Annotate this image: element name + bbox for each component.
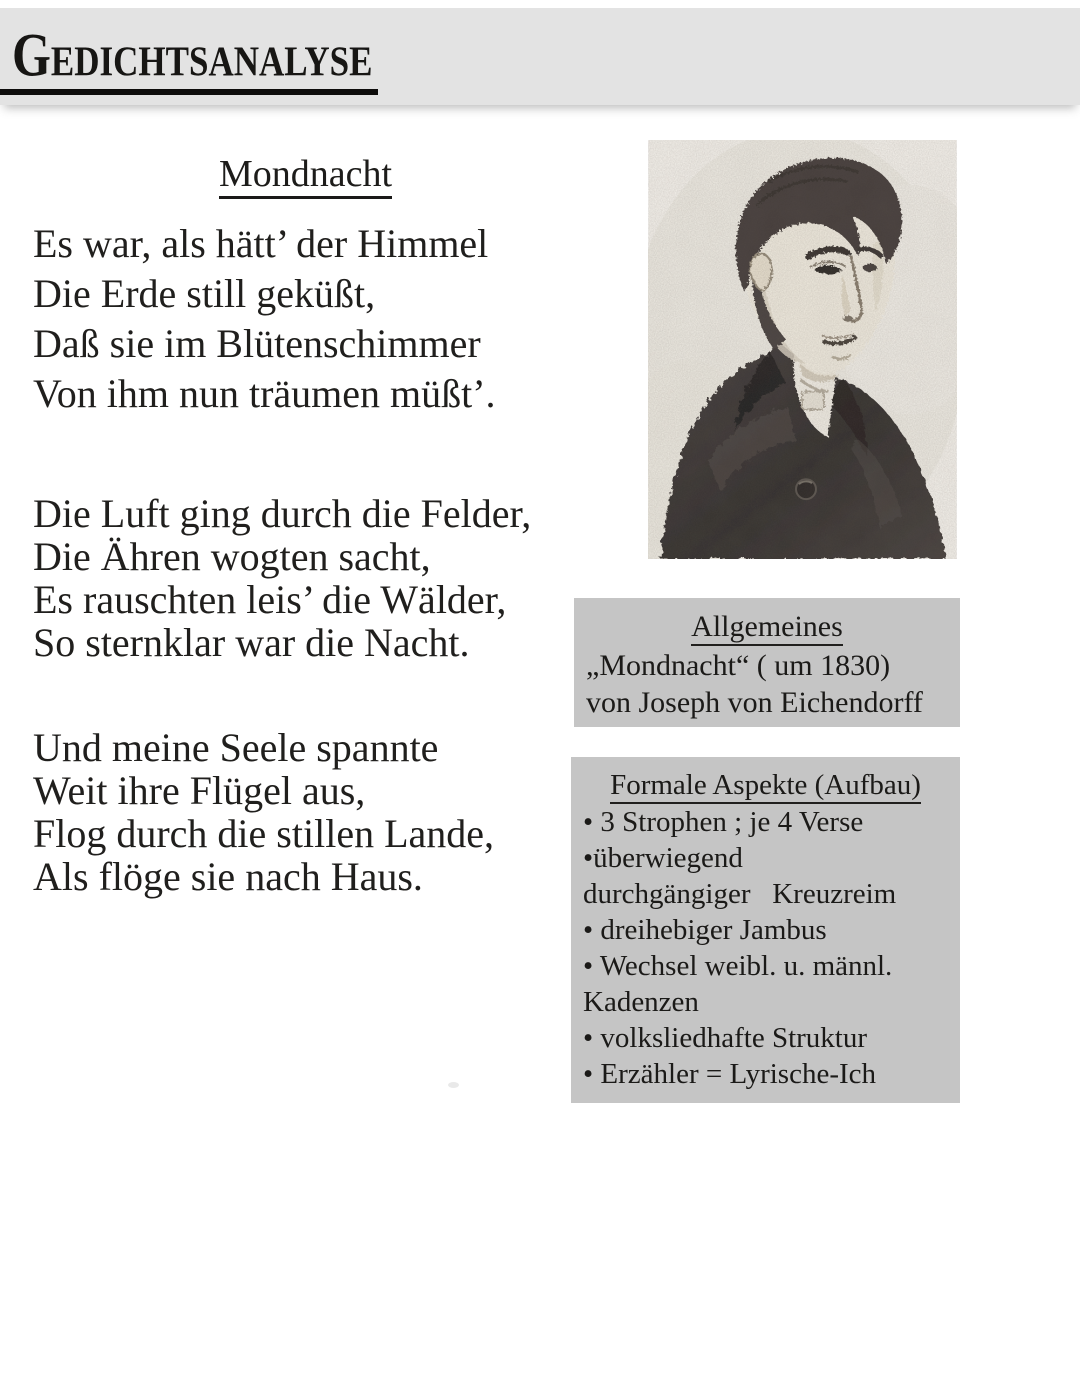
formale-aspekte-box (571, 757, 960, 1103)
poem-title (33, 152, 578, 196)
box-line: • 3 Strophen ; je 4 Verse (583, 806, 864, 838)
box-line: • Wechsel weibl. u. männl. (583, 950, 893, 982)
formale-box-title (583, 766, 948, 804)
formale-title-text: Formale Aspekte (Aufbau) (610, 769, 921, 804)
box-line: Kadenzen (583, 986, 699, 1018)
header-bar (0, 8, 1080, 105)
allgemeines-title-text: Allgemeines (691, 610, 843, 646)
poem-line: Es rauschten leis’ die Wälder, (33, 577, 507, 622)
poem-line: Flog durch die stillen Lande, (33, 811, 495, 856)
allgemeines-box (574, 598, 960, 727)
poem-stanza-3 (33, 726, 578, 898)
poem-line: Und meine Seele spannte (33, 725, 439, 770)
allgemeines-box-title (586, 607, 948, 647)
poem-stanza-2 (33, 492, 578, 664)
scan-artifact (448, 1082, 459, 1088)
poem-line: Die Erde still geküßt, (33, 271, 376, 316)
poem-line: Daß sie im Blütenschimmer (33, 321, 481, 366)
box-line: durchgängiger Kreuzreim (583, 878, 897, 910)
title-underline (0, 89, 378, 95)
box-line: •überwiegend (583, 842, 743, 874)
poem-line: Die Ähren wogten sacht, (33, 534, 431, 579)
eichendorff-portrait-sketch (648, 140, 957, 559)
poem-line: Weit ihre Flügel aus, (33, 768, 366, 813)
poem-title-text: Mondnacht (219, 153, 392, 199)
poem-line: Es war, als hätt’ der Himmel (33, 221, 489, 266)
portrait-image (648, 140, 957, 559)
poem-stanza-1 (33, 219, 578, 419)
poem-line: So sternklar war die Nacht. (33, 620, 470, 665)
poem-line: Die Luft ging durch die Felder, (33, 491, 532, 536)
box-line: • dreihebiger Jambus (583, 914, 827, 946)
box-line: • Erzähler = Lyrische-Ich (583, 1058, 877, 1090)
poem-line: Von ihm nun träumen müßt’. (33, 371, 496, 416)
page-title: Gedichtsanalyse (12, 20, 373, 90)
box-line: • volksliedhafte Struktur (583, 1022, 867, 1054)
poem-line: Als flöge sie nach Haus. (33, 854, 423, 899)
box-line: von Joseph von Eichendorff (586, 686, 923, 719)
box-line: „Mondnacht“ ( um 1830) (586, 649, 891, 682)
